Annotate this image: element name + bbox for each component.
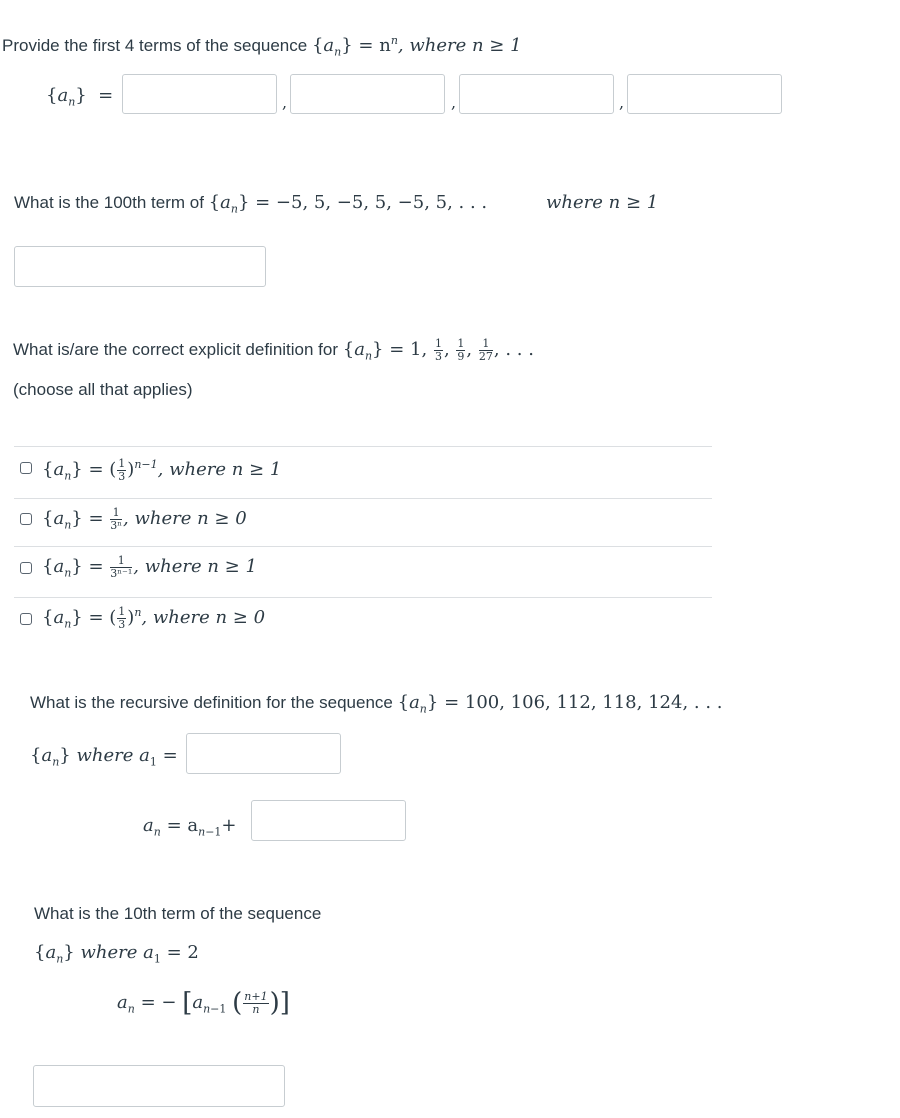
q3-option-1-label: $\{a_n\}$ = ( $\frac{1}{3}$ )$^{n-1}$, where n ≥ 1 [42,457,282,483]
q4-first-term-label: $\{a_n\}$ where $a_1$ = [30,745,178,769]
q3-instruction: (choose all that applies) [13,380,193,399]
q4-recursive-label: $a_n = a_{n-1}+$ [143,815,237,839]
q4-sequence: $\{a_n\} = 100$, 106, 112, 118, 124, . . . [397,692,723,716]
q3-option-1-checkbox[interactable] [20,462,32,474]
q3-option-4-checkbox[interactable] [20,613,32,625]
q1-term-1-input[interactable] [122,74,277,114]
q3-option-4-label: $\{a_n\}$ = ( $\frac{1}{3}$ )$^n$, where n ≥ 0 [42,605,266,631]
q5-answer-input[interactable] [33,1065,285,1107]
q1-term-4-input[interactable] [627,74,782,114]
q3-option-2-label: $\{a_n\}$ = $\frac{1}{\text{3ⁿ}}$ , where n ≥ 0 [42,506,247,532]
divider [14,546,712,547]
divider [14,446,712,447]
q4-prompt: What is the recursive definition for the sequence $\{a_n\} = 100$, 106, 112, 118, 124, . . . [30,692,723,716]
comma: , [282,93,288,112]
q5-prompt: What is the 10th term of the sequence [34,904,322,923]
q2-sequence: $\{a_n\} = -5$, 5, −5, 5, −5, 5, . . . [208,192,488,216]
q3-option-3-checkbox[interactable] [20,562,32,574]
comma: , [619,93,625,112]
q3-prompt: What is/are the correct explicit definition for $\{a_n\} = 1$, $\frac{1}{3}$ , $\frac{1}{9}$ , $\frac{1}{27}$ , . . . [13,337,534,363]
q2-condition: where n ≥ 1 [546,192,659,213]
q3-sequence: $\{a_n\} = 1$, $\frac{1}{3}$ , $\frac{1}{9}$ , $\frac{1}{27}$ , . . . [342,337,534,363]
divider [14,498,712,499]
q1-prompt: Provide the first 4 terms of the sequence $\{a_n\} = n^n$, where n ≥ 1 [2,34,522,59]
q1-term-3-input[interactable] [459,74,614,114]
divider [14,597,712,598]
q4-first-term-input[interactable] [186,733,341,774]
q4-difference-input[interactable] [251,800,406,841]
q1-term-2-input[interactable] [290,74,445,114]
q3-option-3-label: $\{a_n\}$ = $\frac{1}{\text{3ⁿ⁻¹}}$ , where n ≥ 1 [42,554,257,580]
q2-prompt: What is the 100th term of $\{a_n\} = -5$, 5, −5, 5, −5, 5, . . . [14,192,488,216]
q1-lhs: $\{a_n\}$ = [46,85,114,109]
q5-formula: $a_n$ = − [$a_{n-1}$ ( $\frac{n+1}{n}$)] [117,988,290,1018]
q5-first-term: $\{a_n\}$ where $a_1 = 2$ [34,942,199,966]
q2-answer-input[interactable] [14,246,266,287]
comma: , [451,93,457,112]
q1-formula: $\{a_n\} = n^n$, where n ≥ 1 [311,34,522,59]
q3-option-2-checkbox[interactable] [20,513,32,525]
